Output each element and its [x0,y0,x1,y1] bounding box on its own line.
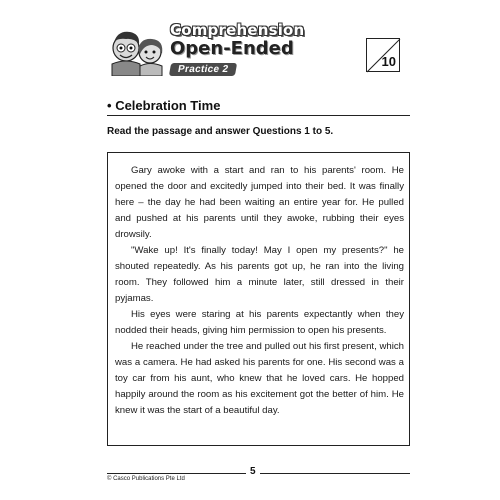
section-divider [107,115,410,116]
section-heading [107,98,220,113]
page-number: 5 [246,466,260,477]
copyright-notice: © Casco Publications Pte Ltd [107,476,185,482]
passage-paragraph: His eyes were staring at his parents expectantly when they nodded their heads, giving him permission to open his presents. [115,309,404,336]
passage-paragraph: Gary awoke with a start and ran to his parents' room. He opened the door and excitedly jumped into their bed. It was finally here – the day he had been waiting an entire year for. He pulled and pushed at his parents until they awoke, rubbing their eyes drowsily. [115,165,404,240]
book-title [170,22,310,77]
passage-paragraph: He reached under the tree and pulled out his first present, which was a camera. He had asked his parents for one. His second was a toy car from his aunt, who knew that he loved cars. He hopped happily around the room as his excitement got the better of him. He knew it was the start of a beautiful day. [115,341,404,416]
title-open-ended: Open-Ended [170,38,294,59]
section-title: Celebration Time [115,98,221,113]
title-comprehension: Comprehension [170,21,305,39]
score-box [366,38,400,72]
mascot-characters-illustration [106,26,170,76]
bullet-icon: • [107,98,112,113]
practice-badge: Practice 2 [169,63,238,76]
score-box-total: 10 [381,54,396,69]
instruction-text: Read the passage and answer Questions 1 to 5. [107,126,334,137]
passage-text [115,163,404,419]
passage-paragraph: "Wake up! It's finally today! May I open my presents?" he shouted repeatedly. As his parents got up, he ran into the living room. They followed him a minute later, still dressed in their pyjamas. [115,245,404,304]
